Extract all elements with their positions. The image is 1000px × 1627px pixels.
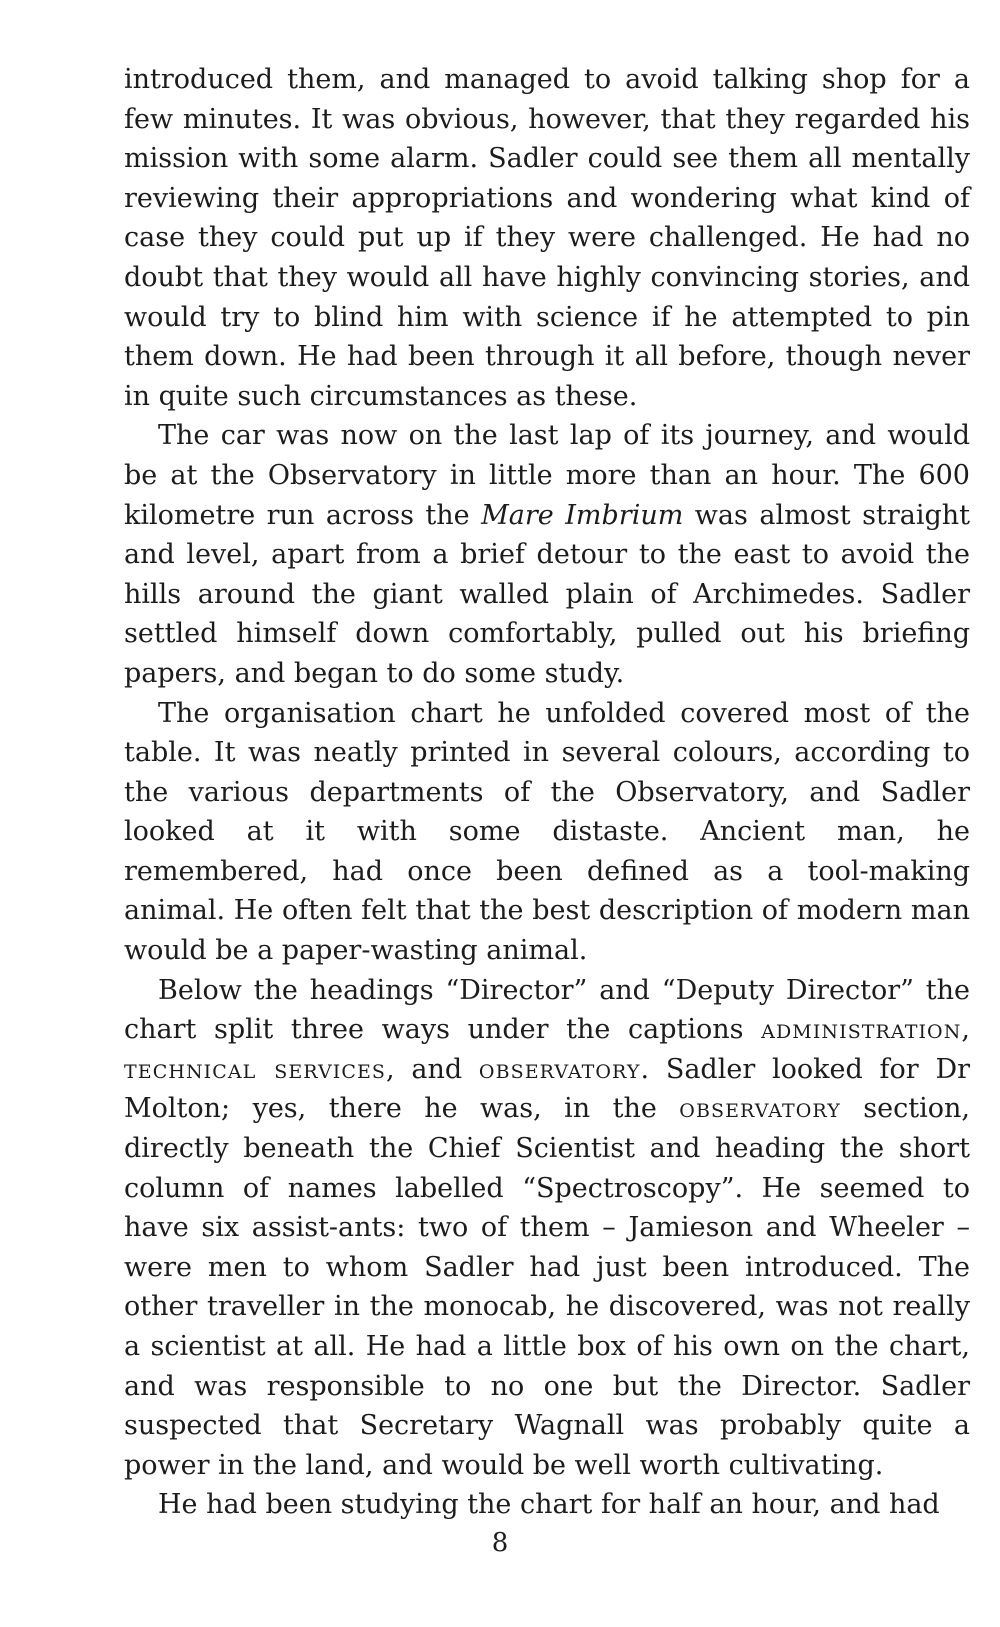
smallcaps-caption: observatory: [679, 1093, 841, 1125]
paragraph-4: [124, 971, 970, 1486]
smallcaps-caption: observatory: [478, 1053, 641, 1085]
paragraph-5: [124, 1485, 970, 1525]
text-segment: The car was now on the last lap of its journey, and would be at the Observatory in little more than an hour. The 600 kilometre run across the: [124, 420, 970, 531]
text-segment: section, directly beneath the Chief Scientist and heading the short column of names labelled “Spectroscopy”. He seemed to have six assist-ants: two of them – Jamieson and Wheeler – were men to whom Sadler had just been introduced. The other traveller in the monocab, he discovered, was not really a scientist at all. He had a little box of his own on the chart, and was responsible to no one but the Director. Sadler suspected that Secretary Wagnall was probably quite a power in the land, and would be well worth cultivating.: [124, 1093, 970, 1481]
text-segment: introduced them, and managed to avoid talking shop for a few minutes. It was obvious, however, that they regarded his mission with some alarm. Sadler could see them all mentally reviewing their appropriations and wondering what kind of case they could put up if they were challenged. He had no doubt that they would all have highly convincing stories, and would try to blind him with science if he attempted to pin them down. He had been through it all before, though never in quite such circumstances as these.: [124, 64, 970, 412]
paragraph-1: [124, 60, 970, 416]
page-number: 8: [491, 1528, 509, 1558]
text-segment: Below the headings “Director” and “Deputy Director” the chart split three ways under the captions: [124, 974, 970, 1046]
body-text: [124, 60, 970, 1525]
text-segment: . Sadler looked for Dr Molton; yes, there he was, in the: [124, 1053, 970, 1125]
smallcaps-caption: technical services: [124, 1053, 387, 1085]
text-segment: was almost straight and level, apart from a brief detour to the east to avoid the hills around the giant walled plain of Archimedes. Sadler settled himself down comfortably, pulled out his briefing papers, and began to do some study.: [124, 499, 970, 689]
text-segment: The organisation chart he unfolded covered most of the table. It was neatly printed in several colours, according to the various departments of the Observatory, and Sadler looked at it with some distaste. Ancient man, he remembered, had once been defined as a tool-making animal. He often felt that the best description of modern man would be a paper-wasting animal.: [124, 697, 970, 967]
text-segment: ,: [961, 1014, 970, 1046]
italic-title: Mare Imbrium: [481, 499, 684, 531]
smallcaps-caption: administration: [761, 1014, 962, 1046]
paragraph-3: [124, 694, 970, 971]
text-segment: , and: [386, 1053, 479, 1085]
text-segment: He had been studying the chart for half an hour, and had: [158, 1489, 940, 1521]
paragraph-2: [124, 416, 970, 693]
